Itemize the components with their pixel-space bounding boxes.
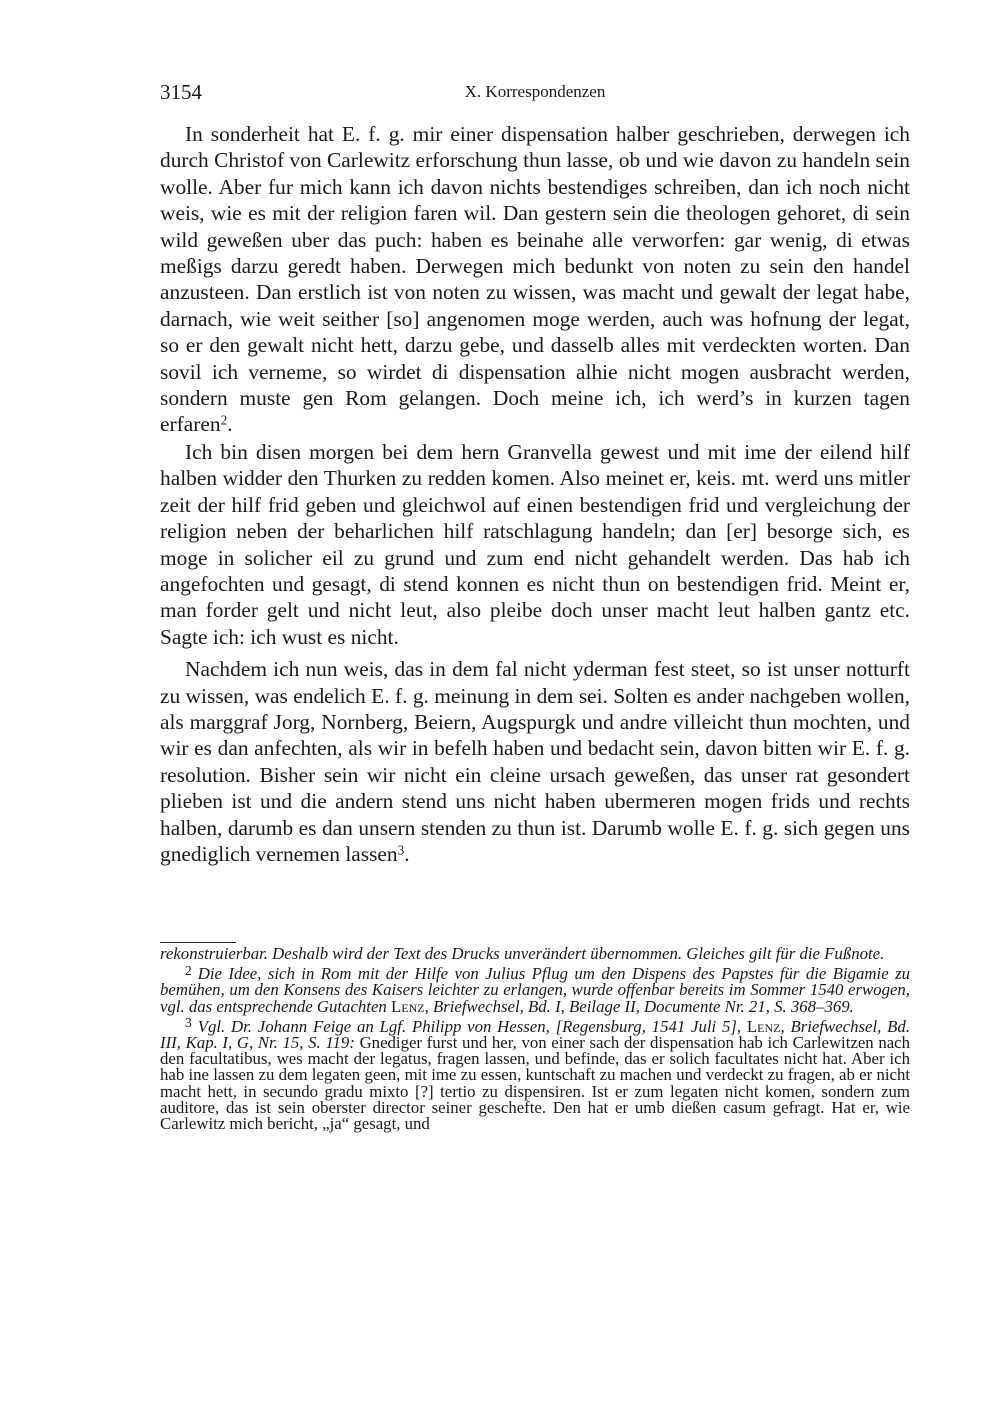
author-name: Lenz [391,996,425,1016]
paragraph [160,439,910,650]
main-text [160,121,910,867]
footnote-ref[interactable]: 2 [220,412,228,428]
paragraph-text: Ich bin disen morgen bei dem hern Granvella gewest und mit ime der eilend hilf halben widder den Thurken zu redden komen. Also meinet er, keis. mt. werd uns mitler zeit der hilf frid geben und gleichwol auf einen bestendigen frid und vergleichung der religion neben der beharlichen hilf ratschlagung handeln; dan [er] besorge sich, es moge in solicher eil zu grund und zum end nicht gehandelt werden. Das hab ich angefochten und gesagt, di stend konnen es nicht thun on bestendigen frid. Meint er, man forder gelt und nicht leut, also pleibe doch unser macht leut halben gantz etc. Sagte ich: ich wust es nicht. [160,439,910,649]
page-number: 3154 [160,80,202,104]
footnote-quotation: Gnediger furst und her, von einer sach der dispensation hab ich Carlewitzen nach den facultatibus, wes macht der legatus, fragen lassen, und befinde, das er solich facultates nicht hat. Aber ich hab ine lassen zu dem legaten geen, mit ime zu essen, kuntschaft zu machen und verdeckt zu fragen, ab er nicht macht hett, in secundo gradu mixto [?] tertio zu dispensiren. Ist er zum legaten nicht komen, sondern zum auditore, das ist sein oberster director seiner geschefte. Den hat er umb dießen casum gefragt. Hat er, wie Carlewitz mich bericht, „ja“ gesagt, und [160,1033,910,1134]
paragraph-tail: . [404,841,410,866]
footnote-ref[interactable]: 3 [397,842,405,858]
running-title: X. Korrespondenzen [464,82,606,101]
page-header [160,78,910,108]
paragraph [160,121,910,438]
footnote-number: 3 [185,1015,192,1031]
footnote-2 [160,962,910,1016]
footnote-continuation: rekonstruierbar. Deshalb wird der Text des Drucks unverändert übernommen. Gleiches gilt für die Fußnote. [160,944,885,963]
footnote-citation: , Briefwechsel, Bd. III, Kap. I, G, Nr. 15, S. 119: [160,1016,910,1053]
paragraph-text: Nachdem ich nun weis, das in dem fal nicht yderman fest steet, so ist unser notturft zu wissen, was endelich E. f. g. meinung in dem sei. Solten es ander nachgeben wollen, als marggraf Jorg, Nornberg, Beiern, Augspurgk und andre villeicht thun mochten, und wir es dan anfechten, als wir in befelh haben und bedacht sein, davon bitten wir E. f. g. resolution. Bisher sein wir nicht ein cleine ursach geweßen, das unser rat gesondert plieben ist und die andern stend uns nicht haben ubermeren mogen frids und rechts halben, darumb es dan unsern stenden zu thun ist. Darumb wolle E. f. g. sich gegen uns gnediglich vernemen lassen [160,657,910,866]
paragraph-text: In sonderheit hat E. f. g. mir einer dispensation halber geschrieben, derwegen ich durch Christof von Carlewitz erforschung thun lasse, ob und wie davon zu handeln sein wolle. Aber fur mich kann ich davon nichts bestendiges schreiben, dan ich noch nicht weis, wie es mit der religion faren wil. Dan gestern sein die theologen gehoret, di sein wild geweßen uber das puch: haben es beinahe alle verworfen: gar wenig, di etwas meßigs darzu geredt haben. Derwegen mich bedunkt von noten zu sein den handel anzusteen. Dan erstlich ist von noten zu wissen, was macht und gewalt der legat habe, darnach, wie weit seither [so] angenomen moge werden, auch was hofnung der legat, so er den gewalt nicht hett, darzu gebe, und dasselb alles mit verdeckten worten. Dan sovil ich verneme, so wirdet di dispensation alhie nicht mogen ausbracht werden, sondern muste gen Rom gelangen. Doch meine ich, ich werd’s in kurzen tagen erfaren [160,122,910,437]
footnote-citation: , Briefwechsel, Bd. I, Beilage II, Documente Nr. 21, S. 368–369. [424,996,854,1016]
footnote-number: 2 [185,962,192,978]
paragraph-tail: . [227,412,233,437]
paragraph [160,656,910,867]
author-name: Lenz [746,1016,781,1036]
footnote-rule [160,942,236,943]
footnote-3 [160,1015,910,1134]
footnote-italic-text: Vgl. Dr. Johann Feige an Lgf. Philipp von Hessen, [Regensburg, 1541 Juli 5], [197,1016,742,1036]
footnotes [160,946,910,1132]
footnote-italic-text: Die Idee, sich in Rom mit der Hilfe von Julius Pflug um den Dispens des Papstes für die Bigamie zu bemühen, um den Konsens des Kaisers leichter zu erlangen, wurde offenbar bereits im Sommer 1540 erwogen, vgl. das entsprechende Gutachten [160,964,910,1016]
document-page [160,78,910,1134]
